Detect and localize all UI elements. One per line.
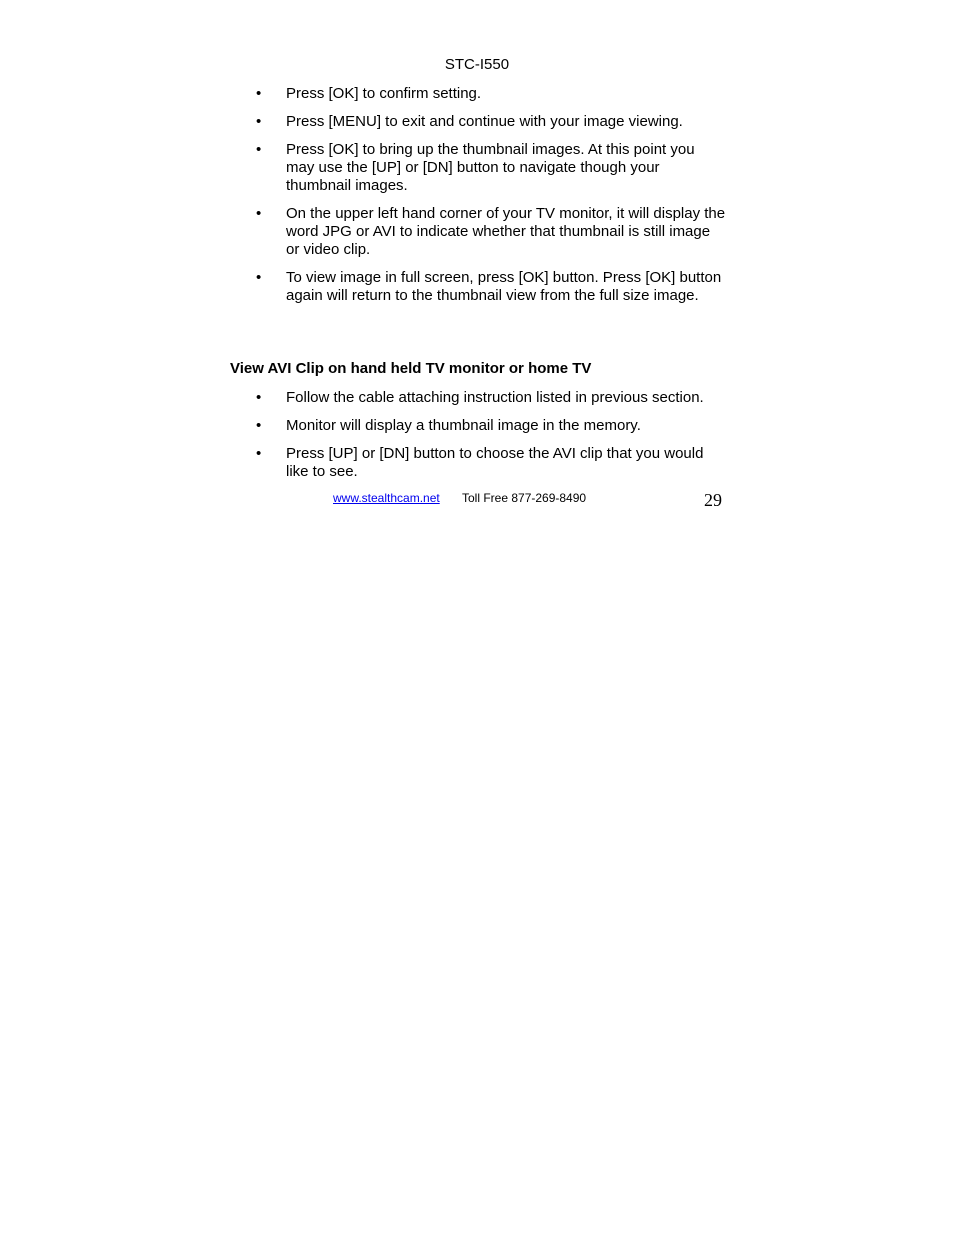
toll-free-number: Toll Free 877-269-8490	[462, 491, 587, 505]
list-item-text: Monitor will display a thumbnail image in the memory.	[286, 417, 641, 434]
bullet-icon: •	[256, 269, 262, 286]
list-item-text: Press [MENU] to exit and continue with your image viewing.	[286, 113, 683, 130]
list-item-text: Press [OK] to bring up the thumbnail images. At this point you may use the [UP] or [DN] button to navigate though your thumbnail images.	[286, 141, 695, 194]
list-item	[256, 389, 726, 407]
instruction-list-viewing	[256, 85, 726, 315]
website-link[interactable]: www.stealthcam.net	[333, 491, 440, 505]
bullet-icon: •	[256, 85, 262, 102]
list-item	[256, 141, 726, 195]
instruction-list-avi	[256, 389, 726, 491]
page-footer	[0, 490, 954, 512]
section-heading: View AVI Clip on hand held TV monitor or home TV	[230, 360, 592, 377]
bullet-icon: •	[256, 389, 262, 406]
list-item	[256, 417, 726, 435]
bullet-icon: •	[256, 417, 262, 434]
list-item	[256, 85, 726, 103]
list-item-text: Press [UP] or [DN] button to choose the AVI clip that you would like to see.	[286, 445, 704, 480]
list-item-text: On the upper left hand corner of your TV monitor, it will display the word JPG or AVI to indicate whether that thumbnail is still image or video clip.	[286, 205, 726, 258]
bullet-icon: •	[256, 445, 262, 462]
list-item	[256, 269, 726, 305]
list-item	[256, 113, 726, 131]
list-item-text: Press [OK] to confirm setting.	[286, 85, 482, 102]
page-number: 29	[704, 490, 722, 510]
bullet-icon: •	[256, 141, 262, 158]
bullet-icon: •	[256, 205, 262, 222]
bullet-icon: •	[256, 113, 262, 130]
list-item	[256, 445, 726, 481]
list-item-text: Follow the cable attaching instruction listed in previous section.	[286, 389, 704, 406]
page-header-title: STC-I550	[444, 56, 510, 73]
list-item-text: To view image in full screen, press [OK] button. Press [OK] button again will return to the thumbnail view from the full size image.	[286, 269, 722, 304]
list-item	[256, 205, 726, 259]
